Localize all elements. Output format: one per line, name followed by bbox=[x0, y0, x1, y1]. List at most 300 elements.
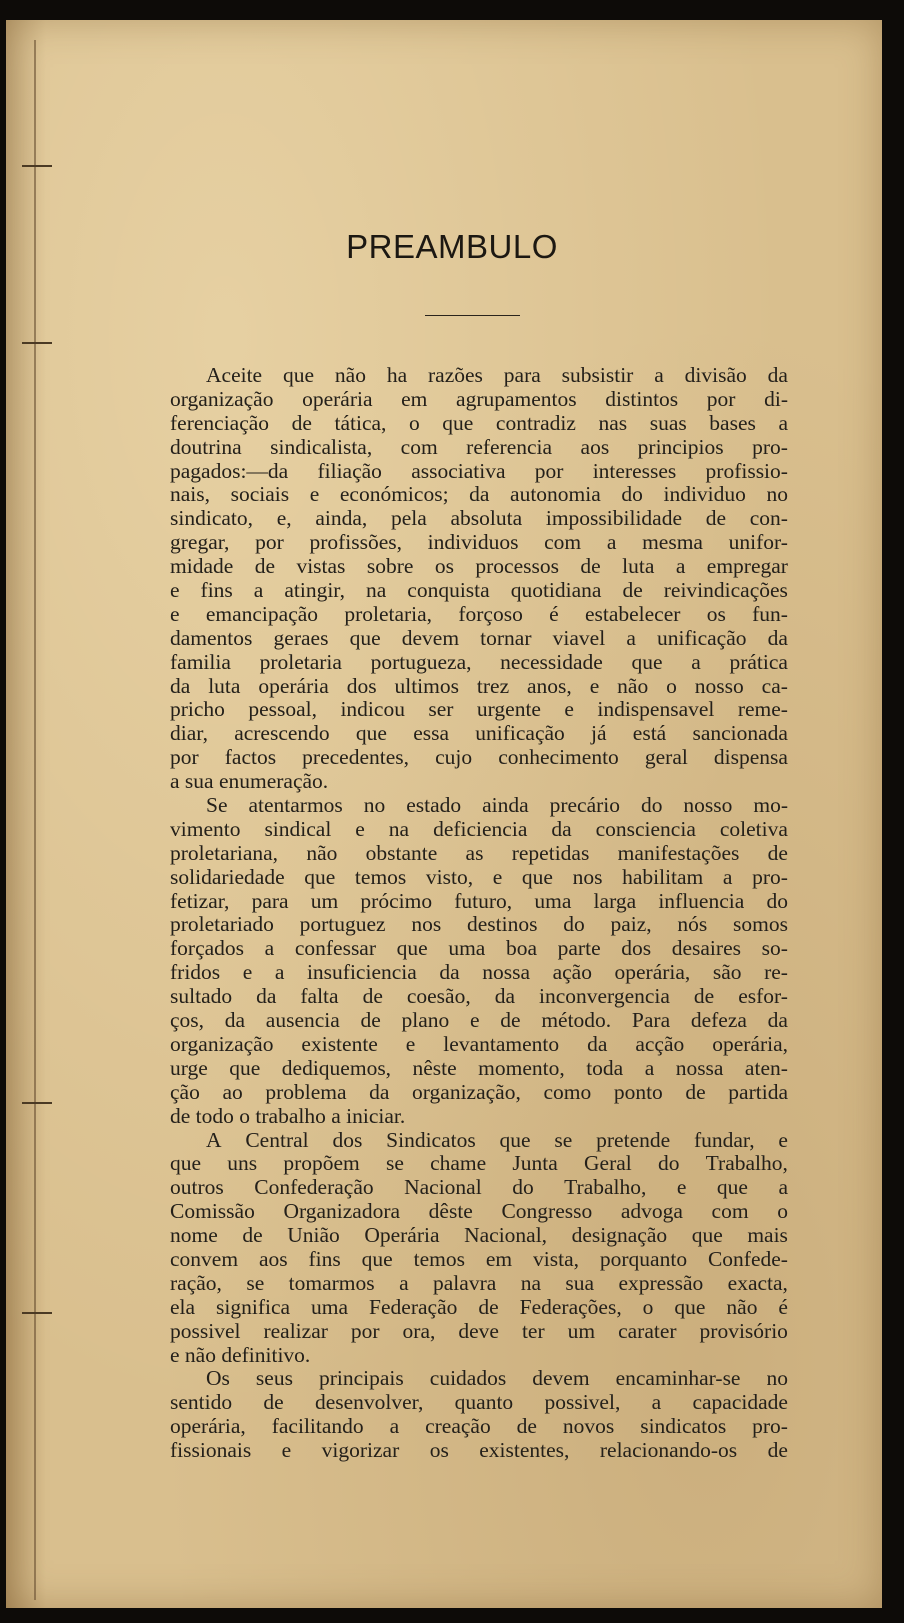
word: repetidas bbox=[511, 841, 590, 865]
text-line bbox=[170, 842, 788, 866]
word: um bbox=[310, 889, 339, 913]
word: a bbox=[606, 531, 617, 555]
word: empregar bbox=[706, 555, 788, 579]
word: solidariedade bbox=[170, 865, 285, 889]
text-line bbox=[170, 1176, 788, 1200]
word: de bbox=[500, 1009, 521, 1033]
text-line bbox=[170, 1320, 788, 1344]
word: a bbox=[399, 1271, 409, 1295]
word: Sindicatos bbox=[386, 1128, 476, 1152]
word: suas bbox=[649, 411, 687, 435]
word: ela bbox=[170, 1295, 196, 1319]
word: exacta, bbox=[727, 1271, 788, 1295]
word: e bbox=[281, 1439, 292, 1463]
word: ponto bbox=[613, 1080, 663, 1104]
word: seus bbox=[255, 1367, 293, 1391]
word: unifor- bbox=[728, 531, 788, 555]
word: que bbox=[282, 364, 315, 387]
word: ainda, bbox=[315, 507, 368, 531]
word: que bbox=[674, 1295, 706, 1319]
word: para bbox=[251, 889, 289, 913]
word: sindicato, bbox=[170, 507, 253, 531]
word: midade bbox=[170, 555, 234, 579]
word: do bbox=[621, 483, 643, 507]
word: luta bbox=[622, 555, 655, 579]
word: fins bbox=[200, 579, 233, 603]
word: indicou bbox=[340, 698, 405, 722]
text-line bbox=[170, 985, 788, 1009]
word: habilitam bbox=[622, 865, 704, 889]
word: de bbox=[767, 841, 788, 865]
word: uns bbox=[227, 1152, 258, 1176]
word: con- bbox=[749, 507, 788, 531]
word: somos bbox=[733, 913, 788, 937]
word: da bbox=[767, 626, 788, 650]
text-line bbox=[170, 627, 788, 651]
word: visto, bbox=[425, 865, 474, 889]
word: ter bbox=[521, 1319, 545, 1343]
word: dêste bbox=[428, 1200, 473, 1224]
word: e bbox=[170, 602, 180, 626]
word: como bbox=[543, 1080, 592, 1104]
word: do bbox=[766, 889, 788, 913]
word: com bbox=[711, 1200, 749, 1224]
word: que bbox=[304, 865, 336, 889]
word: re- bbox=[764, 961, 788, 985]
word: unificação bbox=[656, 626, 747, 650]
word: do bbox=[657, 1152, 680, 1176]
word: principais bbox=[318, 1367, 404, 1391]
word: pro- bbox=[752, 865, 788, 889]
word: que bbox=[349, 626, 381, 650]
word: da bbox=[551, 817, 572, 841]
word: acrescendo bbox=[234, 722, 330, 746]
word: desenvolver, bbox=[314, 1391, 424, 1415]
word: urgente bbox=[476, 698, 541, 722]
word: na bbox=[520, 1271, 541, 1295]
word: defeza bbox=[690, 1009, 747, 1033]
word: de bbox=[360, 1009, 381, 1033]
word: não bbox=[306, 841, 338, 865]
word: sua bbox=[565, 1271, 595, 1295]
text-line bbox=[170, 364, 788, 388]
word: novos bbox=[562, 1415, 615, 1439]
text-line bbox=[170, 1296, 788, 1320]
word: da bbox=[369, 1080, 390, 1104]
word: que bbox=[631, 650, 663, 674]
word: sultado bbox=[170, 985, 233, 1009]
word: operária, bbox=[614, 961, 691, 985]
word: chame bbox=[430, 1152, 487, 1176]
word: propõem bbox=[283, 1152, 360, 1176]
word: nome bbox=[170, 1224, 218, 1248]
word: e bbox=[564, 698, 574, 722]
word: o bbox=[777, 1200, 788, 1224]
word: mais bbox=[747, 1224, 788, 1248]
word: e bbox=[309, 483, 320, 507]
word: temos bbox=[354, 865, 407, 889]
word: devem bbox=[532, 1367, 590, 1391]
text-line bbox=[170, 794, 788, 818]
word: significa bbox=[216, 1295, 291, 1319]
binding-stitch bbox=[22, 165, 52, 167]
word: Congresso bbox=[501, 1200, 593, 1224]
word: na bbox=[365, 579, 387, 603]
word: absoluta bbox=[450, 507, 523, 531]
word: ausencia bbox=[265, 1009, 340, 1033]
word: sancionada bbox=[692, 722, 788, 746]
word: ao bbox=[222, 1080, 243, 1104]
paragraph bbox=[170, 1129, 788, 1368]
word: de bbox=[242, 1224, 263, 1248]
word: contradiz bbox=[495, 411, 576, 435]
word: realizar bbox=[263, 1319, 328, 1343]
word: ora, bbox=[402, 1319, 436, 1343]
word: são bbox=[712, 961, 742, 985]
word: ços, bbox=[170, 1009, 205, 1033]
word: prática bbox=[729, 650, 788, 674]
word: vistas bbox=[296, 555, 346, 579]
word: do bbox=[512, 1176, 534, 1200]
word: que bbox=[361, 1247, 393, 1271]
word: aos bbox=[580, 435, 610, 459]
word: confessar bbox=[294, 937, 377, 961]
word: e bbox=[242, 961, 253, 985]
word: os bbox=[429, 1439, 449, 1463]
word: método. bbox=[541, 1009, 612, 1033]
word: económicos; bbox=[339, 483, 449, 507]
word: organização, bbox=[412, 1080, 521, 1104]
word: não bbox=[726, 1295, 758, 1319]
word: Organizadora bbox=[283, 1200, 401, 1224]
word: e bbox=[355, 817, 365, 841]
word: em bbox=[401, 387, 428, 411]
word: pricho bbox=[170, 698, 225, 722]
word: no bbox=[766, 1367, 788, 1391]
word: do bbox=[563, 913, 585, 937]
word: cujo bbox=[435, 746, 473, 770]
word: nais, bbox=[170, 483, 211, 507]
word: com bbox=[544, 531, 582, 555]
text-line bbox=[170, 913, 788, 937]
text-line: a sua enumeração. bbox=[170, 770, 329, 794]
word: a bbox=[274, 961, 285, 985]
text-line bbox=[170, 818, 788, 842]
word: que bbox=[396, 937, 428, 961]
word: uma bbox=[311, 1295, 349, 1319]
word: ção bbox=[170, 1080, 200, 1104]
word: luta bbox=[208, 674, 241, 698]
word: doutrina bbox=[170, 435, 242, 459]
word: di- bbox=[764, 387, 788, 411]
word: e bbox=[470, 1009, 480, 1033]
word: nas bbox=[598, 411, 628, 435]
text-line bbox=[170, 1415, 788, 1439]
word: autonomia bbox=[510, 483, 601, 507]
word: a bbox=[253, 579, 264, 603]
word: razões bbox=[428, 364, 483, 387]
text-line bbox=[170, 1272, 788, 1296]
word: falta bbox=[300, 985, 339, 1009]
word: proletariana, bbox=[170, 841, 279, 865]
word: a bbox=[389, 1415, 400, 1439]
word: por bbox=[706, 387, 736, 411]
word: que bbox=[170, 1152, 202, 1176]
word: por bbox=[534, 459, 564, 483]
word: insuficiencia bbox=[306, 961, 417, 985]
word: fridos bbox=[170, 961, 221, 985]
word: conquista bbox=[407, 579, 490, 603]
word: dispensa bbox=[713, 746, 788, 770]
text-line bbox=[170, 436, 788, 460]
word: possivel, bbox=[544, 1391, 621, 1415]
word: da bbox=[439, 961, 460, 985]
word: fundar, bbox=[693, 1128, 755, 1152]
word: factos bbox=[224, 746, 277, 770]
word: cuidados bbox=[429, 1367, 507, 1391]
word: fins bbox=[308, 1247, 341, 1271]
word: Operária bbox=[364, 1224, 440, 1248]
word: é bbox=[549, 602, 559, 626]
word: sentido bbox=[170, 1391, 233, 1415]
word: a bbox=[778, 1176, 788, 1200]
text-line bbox=[170, 1248, 788, 1272]
text-line bbox=[170, 1200, 788, 1224]
word: capacidade bbox=[692, 1391, 788, 1415]
word: estado bbox=[406, 794, 462, 818]
word: trez bbox=[476, 674, 510, 698]
word: União bbox=[287, 1224, 340, 1248]
word: deve bbox=[458, 1319, 499, 1343]
word: mo- bbox=[753, 794, 788, 818]
word: Para bbox=[631, 1009, 671, 1033]
word: aos bbox=[258, 1247, 288, 1271]
word: por bbox=[350, 1319, 380, 1343]
word: paiz, bbox=[610, 913, 652, 937]
word: Geral bbox=[584, 1152, 632, 1176]
word: da bbox=[170, 674, 191, 698]
word: subsistir bbox=[561, 364, 634, 387]
paragraph bbox=[170, 794, 788, 1128]
word: existente bbox=[301, 1032, 378, 1056]
word: da bbox=[587, 1032, 608, 1056]
word: operária, bbox=[712, 1032, 788, 1056]
word: estabelecer bbox=[584, 602, 681, 626]
binding-stitch bbox=[22, 1312, 52, 1314]
word: as bbox=[465, 841, 484, 865]
word: no bbox=[766, 483, 788, 507]
word: facilitando bbox=[271, 1415, 364, 1439]
word: proletariado bbox=[170, 913, 274, 937]
word: da bbox=[494, 985, 515, 1009]
word: A bbox=[206, 1128, 222, 1152]
text-line bbox=[170, 483, 788, 507]
word: profissões, bbox=[309, 531, 402, 555]
word: e, bbox=[276, 507, 292, 531]
word: o bbox=[408, 411, 420, 435]
word: ainda bbox=[482, 794, 529, 818]
word: o bbox=[642, 1295, 654, 1319]
word: tomarmos bbox=[288, 1271, 375, 1295]
word: nos bbox=[411, 913, 442, 937]
word: viavel bbox=[552, 626, 606, 650]
word: ferenciação bbox=[170, 411, 270, 435]
word: anos, bbox=[527, 674, 572, 698]
word: Se bbox=[206, 794, 228, 818]
word: a bbox=[675, 555, 686, 579]
word: pagados:—da bbox=[170, 459, 289, 483]
text-line bbox=[170, 1129, 788, 1153]
word: a bbox=[722, 865, 733, 889]
word: individuo bbox=[663, 483, 746, 507]
word: Trabalho, bbox=[564, 1176, 647, 1200]
word: futuro, bbox=[454, 889, 513, 913]
word: por bbox=[255, 531, 284, 555]
word: do bbox=[640, 794, 663, 818]
word: destinos bbox=[466, 913, 538, 937]
word: sindical bbox=[264, 817, 332, 841]
word: divisão bbox=[684, 364, 747, 387]
word: de bbox=[254, 555, 276, 579]
word: emancipação bbox=[205, 602, 319, 626]
paragraph bbox=[170, 1367, 788, 1463]
word: com bbox=[400, 435, 438, 459]
word: de bbox=[516, 1415, 537, 1439]
word: nossa bbox=[482, 961, 530, 985]
word: a bbox=[651, 1391, 662, 1415]
text-line bbox=[170, 388, 788, 412]
word: bases bbox=[709, 411, 756, 435]
word: tática, bbox=[334, 411, 387, 435]
word: provisório bbox=[699, 1319, 788, 1343]
word: existentes, bbox=[479, 1439, 570, 1463]
word: partida bbox=[728, 1080, 788, 1104]
word: encaminhar-se bbox=[615, 1367, 741, 1391]
word: a bbox=[654, 364, 664, 387]
word: damentos bbox=[170, 626, 253, 650]
word: coletiva bbox=[719, 817, 788, 841]
word: que bbox=[229, 1056, 261, 1080]
title-divider bbox=[425, 315, 520, 316]
word: dos bbox=[346, 674, 377, 698]
word: proletaria bbox=[259, 650, 342, 674]
word: forçoso bbox=[458, 602, 523, 626]
word: geraes bbox=[273, 626, 329, 650]
word: larga bbox=[593, 889, 637, 913]
word: na bbox=[388, 817, 410, 841]
word: quotidiana bbox=[510, 579, 602, 603]
word: está bbox=[632, 722, 667, 746]
word: e bbox=[405, 1032, 416, 1056]
word: de bbox=[580, 555, 601, 579]
word: que bbox=[499, 1128, 531, 1152]
word: de bbox=[767, 1439, 788, 1463]
word: vista, bbox=[533, 1247, 579, 1271]
word: porquanto bbox=[599, 1247, 688, 1271]
word: de bbox=[291, 411, 312, 435]
word: o bbox=[666, 674, 677, 698]
word: sindicalista, bbox=[270, 435, 373, 459]
text-line bbox=[170, 1152, 788, 1176]
text-line bbox=[170, 890, 788, 914]
word: os bbox=[706, 602, 726, 626]
text-line bbox=[170, 675, 788, 699]
word: geral bbox=[644, 746, 688, 770]
text-line bbox=[170, 1391, 788, 1415]
word: fetizar, bbox=[170, 889, 230, 913]
word: reivindicações bbox=[663, 579, 788, 603]
word: conhecimento bbox=[498, 746, 619, 770]
word: deficiencia bbox=[433, 817, 528, 841]
text-line bbox=[170, 746, 788, 770]
text-line bbox=[170, 1009, 788, 1033]
word: um bbox=[567, 1319, 596, 1343]
text-line bbox=[170, 460, 788, 484]
word: convem bbox=[170, 1247, 239, 1271]
text-line bbox=[170, 698, 788, 722]
word: Confede- bbox=[707, 1247, 788, 1271]
word: interesses bbox=[592, 459, 677, 483]
word: levantamento bbox=[443, 1032, 560, 1056]
word: acção bbox=[635, 1032, 685, 1056]
word: distintos bbox=[605, 387, 679, 411]
word: fun- bbox=[752, 602, 788, 626]
word: pretende bbox=[596, 1128, 671, 1152]
word: portuguez bbox=[299, 913, 386, 937]
word: Confederação bbox=[254, 1176, 374, 1200]
word: fissionais bbox=[170, 1439, 252, 1463]
word: so- bbox=[761, 937, 788, 961]
word: de bbox=[705, 507, 727, 531]
word: mesma bbox=[642, 531, 703, 555]
word: familia bbox=[170, 650, 231, 674]
word: influencia bbox=[658, 889, 745, 913]
word: que bbox=[442, 411, 474, 435]
word: da bbox=[224, 1009, 246, 1033]
word: e bbox=[170, 579, 180, 603]
word: diar, bbox=[170, 722, 208, 746]
word: se bbox=[385, 1152, 404, 1176]
word: urge bbox=[170, 1056, 208, 1080]
word: e bbox=[492, 865, 503, 889]
page-title: PREAMBULO bbox=[346, 228, 558, 265]
word: coesão, bbox=[406, 985, 471, 1009]
word: agrupamentos bbox=[456, 387, 577, 411]
word: de bbox=[693, 985, 715, 1009]
word: consciencia bbox=[595, 817, 696, 841]
word: e bbox=[676, 1176, 687, 1200]
word: atentarmos bbox=[248, 794, 343, 818]
word: associativa bbox=[411, 459, 506, 483]
word: de bbox=[685, 1080, 706, 1104]
word: operária bbox=[302, 387, 373, 411]
word: reme- bbox=[737, 698, 788, 722]
word: precário bbox=[549, 794, 621, 818]
word: individuos bbox=[427, 531, 519, 555]
text-line bbox=[170, 1439, 788, 1463]
text-line bbox=[170, 579, 788, 603]
word: não bbox=[334, 364, 366, 387]
word: que bbox=[716, 1176, 748, 1200]
word: quanto bbox=[454, 1391, 514, 1415]
text-line bbox=[170, 651, 788, 675]
word: não bbox=[617, 674, 649, 698]
word: problema bbox=[265, 1080, 347, 1104]
word: Federação bbox=[369, 1295, 458, 1319]
word: que bbox=[691, 1224, 723, 1248]
text-line bbox=[170, 961, 788, 985]
word: Comissão bbox=[170, 1200, 255, 1224]
